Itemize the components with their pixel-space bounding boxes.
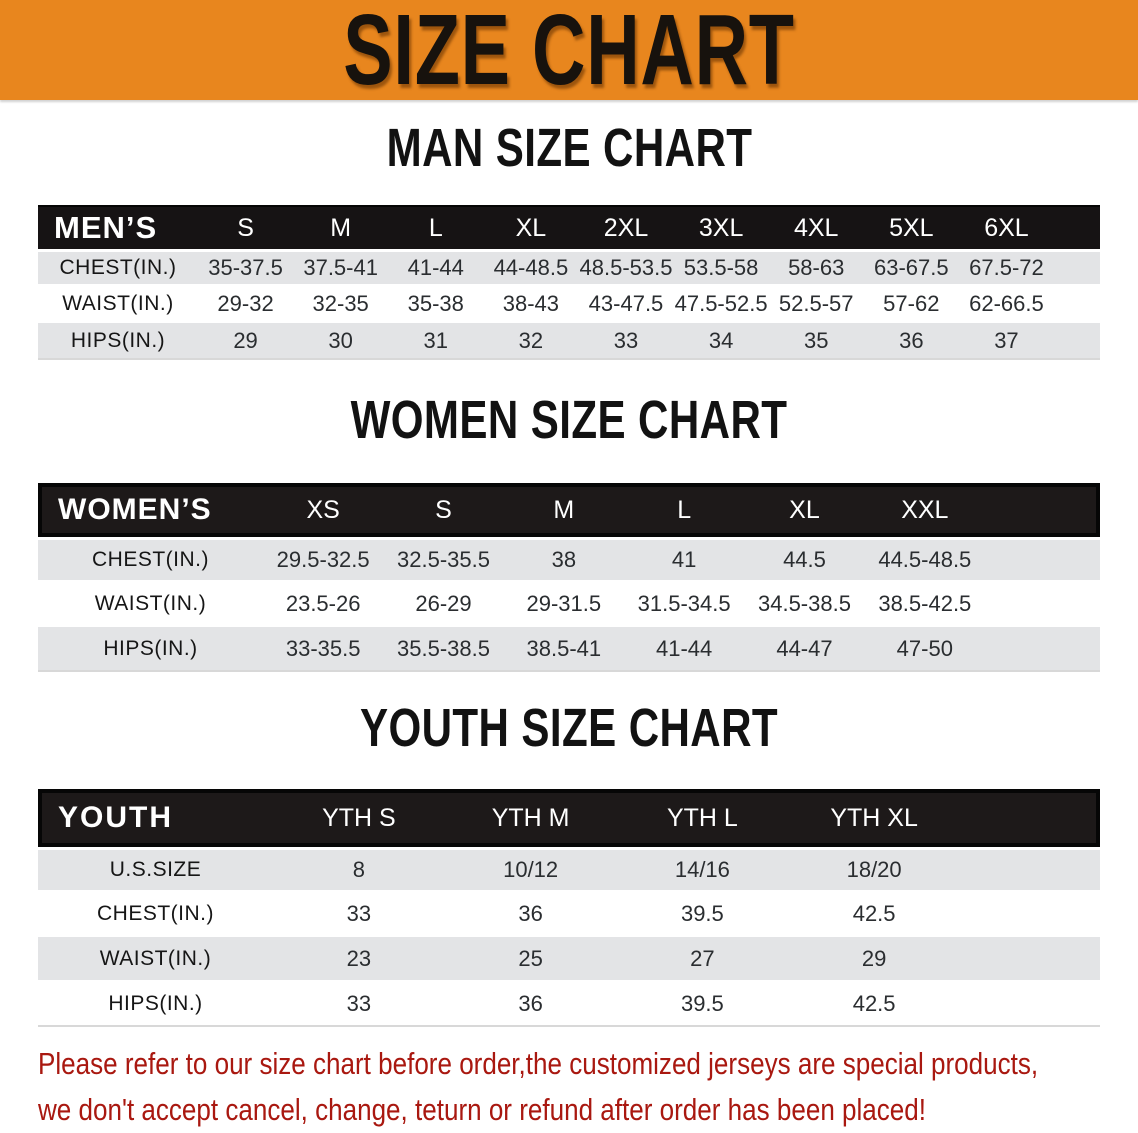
table-row — [38, 323, 1100, 360]
row-label: CHEST(IN.) — [38, 892, 273, 937]
size-value-cell: 41-44 — [388, 249, 483, 286]
column-header: M — [293, 205, 388, 249]
size-value-cell: 27 — [617, 937, 789, 982]
size-value-cell: 39.5 — [617, 892, 789, 937]
row-label: CHEST(IN.) — [38, 537, 263, 582]
size-table — [38, 205, 1100, 360]
size-value-cell: 44-47 — [744, 627, 864, 672]
table-header-row — [38, 483, 1100, 537]
size-value-cell: 14/16 — [617, 847, 789, 892]
row-spacer — [960, 892, 1100, 937]
banner-title: SIZE CHART — [343, 0, 795, 106]
size-value-cell: 38 — [504, 537, 624, 582]
size-value-cell: 36 — [445, 982, 617, 1027]
table-header-row — [38, 789, 1100, 847]
column-header: XXL — [865, 483, 985, 537]
row-spacer — [1054, 323, 1100, 360]
size-value-cell: 44.5-48.5 — [865, 537, 985, 582]
size-value-cell: 29 — [198, 323, 293, 360]
column-header: YTH XL — [788, 789, 960, 847]
size-value-cell: 44.5 — [744, 537, 864, 582]
size-value-cell: 35-37.5 — [198, 249, 293, 286]
size-value-cell: 38.5-42.5 — [865, 582, 985, 627]
size-value-cell: 42.5 — [788, 892, 960, 937]
header-spacer — [1054, 205, 1100, 249]
size-value-cell: 35-38 — [388, 286, 483, 323]
size-value-cell: 38-43 — [483, 286, 578, 323]
table-row — [38, 892, 1100, 937]
size-value-cell: 33 — [273, 982, 445, 1027]
column-header: 2XL — [578, 205, 673, 249]
column-header: YTH S — [273, 789, 445, 847]
table-row — [38, 937, 1100, 982]
size-value-cell: 33 — [578, 323, 673, 360]
size-value-cell: 41 — [624, 537, 744, 582]
size-table — [38, 483, 1100, 672]
row-label: WAIST(IN.) — [38, 582, 263, 627]
table-row — [38, 627, 1100, 672]
size-value-cell: 57-62 — [864, 286, 959, 323]
row-spacer — [985, 627, 1100, 672]
disclaimer-line-2: we don't accept cancel, change, teturn or refund after order has been placed! — [38, 1092, 927, 1127]
size-value-cell: 36 — [864, 323, 959, 360]
table-corner-label: YOUTH — [38, 789, 273, 847]
size-value-cell: 23 — [273, 937, 445, 982]
column-header: L — [624, 483, 744, 537]
size-value-cell: 32.5-35.5 — [383, 537, 503, 582]
size-value-cell: 67.5-72 — [959, 249, 1054, 286]
sections-container — [0, 118, 1138, 1027]
section-heading — [0, 390, 1138, 457]
size-value-cell: 18/20 — [788, 847, 960, 892]
table-row — [38, 249, 1100, 286]
section-heading-text: YOUTH SIZE CHART — [359, 698, 779, 758]
size-value-cell: 33 — [273, 892, 445, 937]
size-value-cell: 33-35.5 — [263, 627, 383, 672]
size-value-cell: 35 — [769, 323, 864, 360]
size-value-cell: 26-29 — [383, 582, 503, 627]
size-table — [38, 789, 1100, 1027]
size-value-cell: 44-48.5 — [483, 249, 578, 286]
size-value-cell: 31.5-34.5 — [624, 582, 744, 627]
column-header: S — [198, 205, 293, 249]
size-value-cell: 42.5 — [788, 982, 960, 1027]
row-label: CHEST(IN.) — [38, 249, 198, 286]
size-value-cell: 41-44 — [624, 627, 744, 672]
size-value-cell: 30 — [293, 323, 388, 360]
row-spacer — [1054, 249, 1100, 286]
size-value-cell: 32-35 — [293, 286, 388, 323]
column-header: 5XL — [864, 205, 959, 249]
table-row — [38, 847, 1100, 892]
size-value-cell: 34.5-38.5 — [744, 582, 864, 627]
section-heading-text: WOMEN SIZE CHART — [350, 390, 788, 450]
size-value-cell: 31 — [388, 323, 483, 360]
size-value-cell: 38.5-41 — [504, 627, 624, 672]
size-value-cell: 36 — [445, 892, 617, 937]
row-spacer — [960, 847, 1100, 892]
size-value-cell: 29 — [788, 937, 960, 982]
size-value-cell: 53.5-58 — [674, 249, 769, 286]
table-row — [38, 582, 1100, 627]
size-value-cell: 62-66.5 — [959, 286, 1054, 323]
size-value-cell: 32 — [483, 323, 578, 360]
size-value-cell: 47-50 — [865, 627, 985, 672]
column-header: XS — [263, 483, 383, 537]
size-value-cell: 29.5-32.5 — [263, 537, 383, 582]
size-value-cell: 48.5-53.5 — [578, 249, 673, 286]
column-header: YTH M — [445, 789, 617, 847]
section-heading — [0, 118, 1138, 185]
column-header: 6XL — [959, 205, 1054, 249]
table-row — [38, 286, 1100, 323]
row-label: HIPS(IN.) — [38, 323, 198, 360]
column-header: M — [504, 483, 624, 537]
size-value-cell: 52.5-57 — [769, 286, 864, 323]
size-value-cell: 39.5 — [617, 982, 789, 1027]
table-corner-label: MEN’S — [38, 205, 198, 249]
column-header: XL — [483, 205, 578, 249]
column-header: 3XL — [674, 205, 769, 249]
row-label: WAIST(IN.) — [38, 286, 198, 323]
row-label: HIPS(IN.) — [38, 982, 273, 1027]
table-row — [38, 982, 1100, 1027]
table-row — [38, 537, 1100, 582]
column-header: S — [383, 483, 503, 537]
banner — [0, 0, 1138, 106]
column-header: XL — [744, 483, 864, 537]
size-value-cell: 29-31.5 — [504, 582, 624, 627]
column-header: YTH L — [617, 789, 789, 847]
size-value-cell: 47.5-52.5 — [674, 286, 769, 323]
size-section-3 — [0, 698, 1138, 1027]
size-value-cell: 43-47.5 — [578, 286, 673, 323]
disclaimer — [38, 1041, 1138, 1133]
size-value-cell: 34 — [674, 323, 769, 360]
size-value-cell: 37.5-41 — [293, 249, 388, 286]
size-value-cell: 29-32 — [198, 286, 293, 323]
size-section-1 — [0, 118, 1138, 360]
row-label: U.S.SIZE — [38, 847, 273, 892]
table-corner-label: WOMEN’S — [38, 483, 263, 537]
row-spacer — [985, 582, 1100, 627]
size-value-cell: 8 — [273, 847, 445, 892]
row-spacer — [960, 982, 1100, 1027]
size-value-cell: 23.5-26 — [263, 582, 383, 627]
column-header: 4XL — [769, 205, 864, 249]
row-spacer — [960, 937, 1100, 982]
header-spacer — [985, 483, 1100, 537]
disclaimer-line-1: Please refer to our size chart before order,the customized jerseys are special products, — [38, 1046, 1039, 1081]
row-spacer — [985, 537, 1100, 582]
header-spacer — [960, 789, 1100, 847]
column-header: L — [388, 205, 483, 249]
size-value-cell: 58-63 — [769, 249, 864, 286]
size-value-cell: 35.5-38.5 — [383, 627, 503, 672]
section-heading-text: MAN SIZE CHART — [386, 118, 752, 178]
table-header-row — [38, 205, 1100, 249]
size-value-cell: 10/12 — [445, 847, 617, 892]
row-label: HIPS(IN.) — [38, 627, 263, 672]
size-value-cell: 25 — [445, 937, 617, 982]
row-spacer — [1054, 286, 1100, 323]
size-value-cell: 63-67.5 — [864, 249, 959, 286]
section-heading — [0, 698, 1138, 765]
size-section-2 — [0, 390, 1138, 672]
row-label: WAIST(IN.) — [38, 937, 273, 982]
size-value-cell: 37 — [959, 323, 1054, 360]
